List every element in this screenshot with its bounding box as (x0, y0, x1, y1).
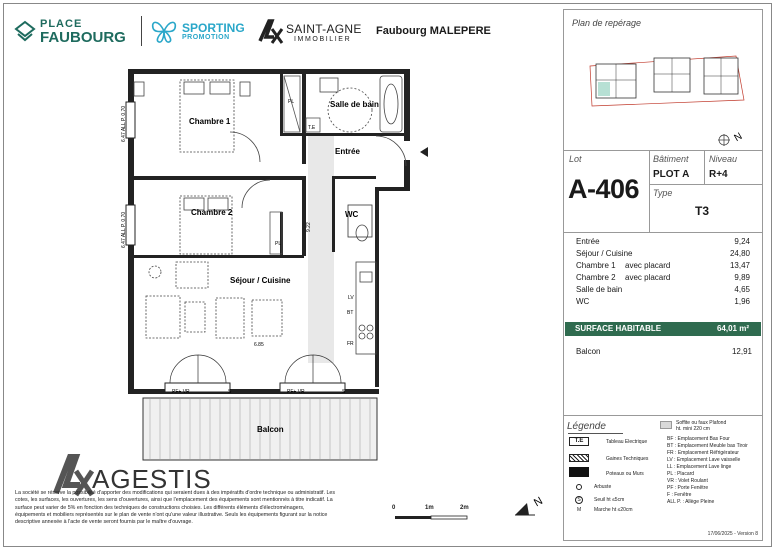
dim-corridor: 9.22 (306, 222, 312, 232)
lv-label: LV (348, 295, 354, 301)
room-entree: Entrée (335, 147, 360, 156)
legend-item: Marche ht ≤20cm (594, 507, 633, 513)
room-chambre1: Chambre 1 (189, 117, 231, 126)
gaine-icon (569, 454, 589, 462)
dim-chambre2-window: 6.47 ALL P. 0.70 (121, 211, 127, 248)
type-label: Type (653, 188, 673, 198)
legend-item: Poteaux ou Murs (606, 471, 644, 477)
surface-row (572, 236, 756, 248)
legend-title: Légende (567, 421, 606, 432)
disclaimer-text: La société se réserve la possibilité d'apporter des modifications qui seraient dues à des impératifs d'ordre technique ou administratif. Les cotes, les surfaces, les ouvertures, les sens d'ouvertures, ainsi que l'emplacement des équipements sont mentionnés à titre indicatif. La surface peut varier de 5% en fonction des techniques de constructions choisies. Les différents éléments d'électroménagers, équipements et mobiliers représentés sur le plan de vente n'ont qu'une valeur illustrative. Seuls les équipements figurant sur la notice descriptive annexée à l'acte de vente seront fournis par le maître d'ouvrage. (15, 490, 336, 526)
surface-value: 24,80 (729, 249, 750, 258)
room-sejour: Séjour / Cuisine (230, 276, 291, 285)
legend-code: LL : Emplacement Lave linge (667, 464, 732, 470)
panel-hline-1 (649, 184, 762, 185)
lot-number: A-406 (568, 174, 640, 204)
s-label-2: S (342, 389, 346, 395)
balcon-row (576, 347, 754, 356)
legend-code: FR : Emplacement Réfrigérateur (667, 450, 739, 456)
legend-item: Seuil ht ≤5cm (594, 497, 625, 503)
batiment-value: PLOT A (653, 169, 690, 180)
panel-hline-2 (564, 232, 762, 233)
balcon-label: Balcon (576, 347, 601, 356)
legend-code: PL : Placard (667, 471, 695, 477)
niveau-label: Niveau (709, 154, 738, 164)
surface-total-label: SURFACE HABITABLE (575, 324, 662, 333)
site-map (586, 36, 758, 156)
legend-code: VR : Volet Roulant (667, 478, 708, 484)
scale-1m: 1m (425, 505, 434, 511)
legend-underline (568, 433, 623, 434)
project-name: Faubourg MALEPERE (376, 25, 491, 37)
arbuste-icon (576, 484, 582, 490)
balcon-value: 12,91 (731, 347, 752, 356)
scale-0: 0 (392, 505, 396, 511)
niveau-value: R+4 (709, 169, 728, 180)
logo2-bottom: PROMOTION (182, 34, 230, 41)
scale-2m: 2m (460, 505, 469, 511)
surface-name: Salle de bain (576, 285, 623, 294)
batiment-label: Bâtiment (653, 154, 689, 164)
logo3-top: SAINT-AGNE (286, 22, 362, 36)
legend-code: BF : Emplacement Bas Four (667, 436, 730, 442)
pf-vr-label-2: PF+ VR (287, 389, 305, 395)
entrance-arrow-icon (420, 147, 428, 157)
bt-label: BT (347, 310, 354, 316)
surface-name: WC (576, 297, 590, 306)
legend-item: Arbuste (594, 484, 612, 490)
pl-label-2: PL (275, 241, 282, 247)
fr-label: FR (347, 341, 354, 347)
panel-hline-3 (564, 415, 762, 416)
surface-extra: avec placard (625, 273, 671, 282)
surface-name: Entrée (576, 237, 600, 246)
legend-item: Gaines Techniques (606, 456, 649, 462)
surface-value: 9,89 (734, 273, 750, 282)
logo3-bottom: IMMOBILIER (294, 36, 352, 43)
seuil-icon: S (575, 496, 583, 504)
panel-divider (564, 150, 762, 151)
agestis-text: AGESTIS (92, 464, 212, 494)
room-balcon: Balcon (257, 425, 284, 434)
legend-code: ALL P. : Allège Pleine (667, 499, 715, 505)
dim-sejour: 6.85 (254, 342, 264, 348)
surface-total-value: 64,01 m² (716, 324, 749, 333)
logo1-bottom: FAUBOURG (40, 29, 126, 46)
lot-label: Lot (569, 154, 582, 164)
legend-code: PF : Porte Fenêtre (667, 485, 709, 491)
legend-code: BT : Emplacement Meuble bas Tiroir (667, 443, 748, 449)
pf-vr-label-1: PF+ VR (172, 389, 190, 395)
panel-vline-1 (649, 150, 650, 232)
svg-text:N: N (532, 495, 545, 510)
room-wc: WC (345, 210, 359, 219)
legend-te-icon: T.E (569, 437, 589, 446)
svg-text:N: N (732, 130, 745, 145)
soffite-label-2: ht. mini 220 cm (676, 426, 710, 432)
dim-chambre1-window: 6.47 ALL P. 0.70 (121, 105, 127, 142)
logo2-top: SPORTING (182, 21, 245, 35)
soffite-zone (308, 136, 334, 363)
surface-row (572, 284, 756, 296)
legend-item: Tableau Electrique (606, 439, 648, 445)
te-label: T.E (308, 125, 316, 131)
legend-code: LV : Emplacement Lave vaisselle (667, 457, 741, 463)
surface-extra: avec placard (625, 261, 671, 270)
logo1-top: PLACE (40, 18, 83, 30)
surface-row (572, 272, 756, 284)
beds (134, 80, 270, 254)
surface-name: Séjour / Cuisine (576, 249, 633, 258)
info-panel (563, 9, 763, 541)
compass-icon (718, 131, 744, 146)
surface-name: Chambre 1 (576, 261, 616, 270)
surface-value: 4,65 (734, 285, 750, 294)
map-title: Plan de repérage (572, 18, 642, 28)
type-value: T3 (695, 204, 710, 218)
surface-table (572, 236, 756, 308)
north-arrow-icon (513, 495, 553, 523)
soffite-icon (660, 421, 672, 429)
surface-value: 13,47 (729, 261, 750, 270)
pl-label-1: PL (288, 99, 295, 105)
surface-row (572, 296, 756, 308)
version-label: 17/06/2025 - Version 8 (707, 531, 758, 537)
panel-vline-2 (704, 150, 705, 184)
room-chambre2: Chambre 2 (191, 208, 233, 217)
s-label-1: S (228, 389, 232, 395)
surface-row (572, 248, 756, 260)
surface-total-bar (565, 322, 761, 336)
surface-value: 9,24 (734, 237, 750, 246)
poteau-icon (569, 467, 589, 477)
surface-value: 1,96 (734, 297, 750, 306)
room-sdb: Salle de bain (330, 100, 379, 109)
surface-row (572, 260, 756, 272)
surface-name: Chambre 2 (576, 273, 616, 282)
marche-icon: M (577, 507, 582, 513)
soffite-label: Soffite ou faux Plafond (676, 420, 727, 426)
legend-code: F : Fenêtre (667, 492, 692, 498)
